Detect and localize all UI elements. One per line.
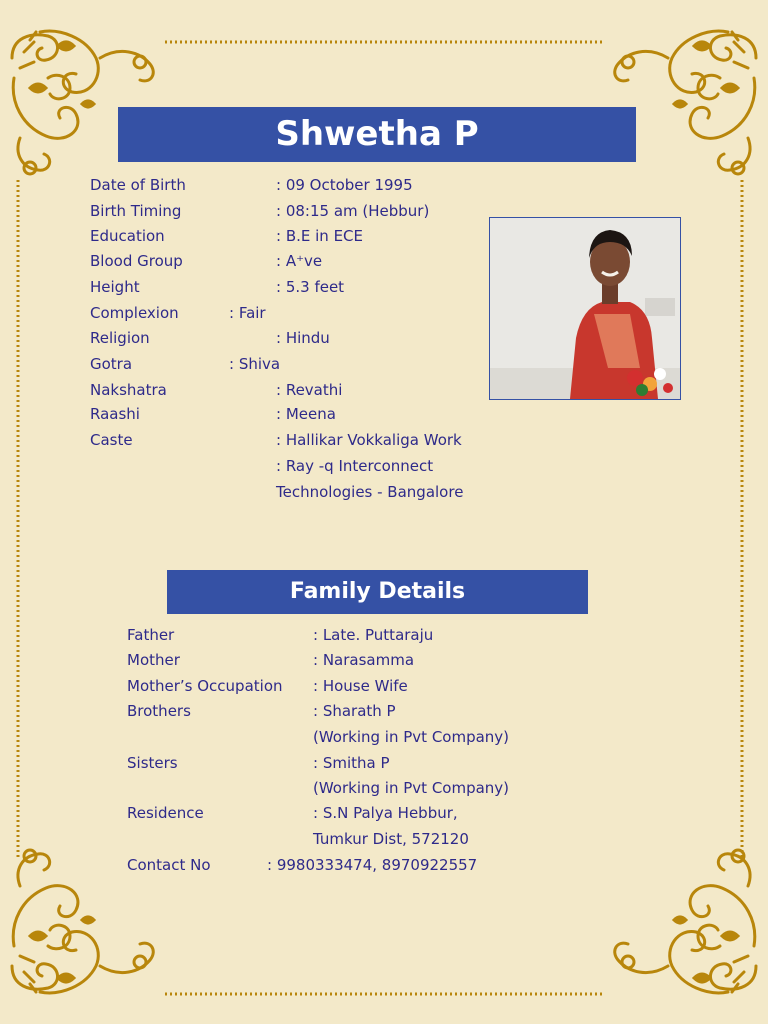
section-title: Family Details (289, 579, 466, 604)
detail-value: : Shiva (229, 355, 281, 373)
detail-label: Caste (90, 431, 133, 449)
detail-value: : Revathi (276, 381, 343, 399)
family-section-header (167, 570, 588, 614)
family-value: : Narasamma (313, 651, 415, 669)
detail-label: Raashi (90, 405, 140, 423)
detail-value: : 5.3 feet (276, 278, 345, 296)
detail-value: : A⁺ve (276, 252, 323, 270)
detail-value: : 09 October 1995 (276, 176, 413, 194)
family-value: : S.N Palya Hebbur, (313, 804, 458, 822)
corner-ornament-bottom-right (615, 850, 756, 993)
detail-label: Birth Timing (90, 202, 182, 220)
detail-value: : Hallikar Vokkaliga Work (276, 431, 462, 449)
detail-value: : Fair (229, 304, 266, 322)
family-value: : 9980333474, 8970922557 (267, 856, 478, 874)
family-label: Sisters (127, 754, 178, 772)
detail-value: : Hindu (276, 329, 330, 347)
profile-photo (489, 217, 681, 400)
detail-label: Date of Birth (90, 176, 186, 194)
detail-label: Gotra (90, 355, 133, 373)
detail-label: Nakshatra (90, 381, 167, 399)
family-label: Brothers (127, 702, 191, 720)
family-label: Mother (127, 651, 180, 669)
family-value: (Working in Pvt Company) (313, 779, 510, 797)
detail-value: : B.E in ECE (276, 227, 363, 245)
family-value: : Late. Puttaraju (313, 626, 434, 644)
detail-label: Complexion (90, 304, 179, 322)
work-line-1: : Ray -q Interconnect (276, 457, 434, 475)
detail-label: Height (90, 278, 140, 296)
family-label: Mother’s Occupation (127, 677, 283, 695)
detail-value: : 08:15 am (Hebbur) (276, 202, 430, 220)
family-value: (Working in Pvt Company) (313, 728, 510, 746)
family-label: Contact No (127, 856, 211, 874)
work-line-2: Technologies - Bangalore (276, 483, 464, 501)
family-label: Residence (127, 804, 204, 822)
detail-value: : Meena (276, 405, 336, 423)
family-value: : House Wife (313, 677, 408, 695)
detail-label: Religion (90, 329, 150, 347)
name-title-bar (118, 107, 636, 162)
detail-label: Education (90, 227, 165, 245)
family-label: Father (127, 626, 175, 644)
page-title: Shwetha P (275, 114, 479, 154)
family-value: Tumkur Dist, 572120 (313, 830, 469, 848)
family-value: : Sharath P (313, 702, 396, 720)
family-value: : Smitha P (313, 754, 390, 772)
detail-label: Blood Group (90, 252, 183, 270)
